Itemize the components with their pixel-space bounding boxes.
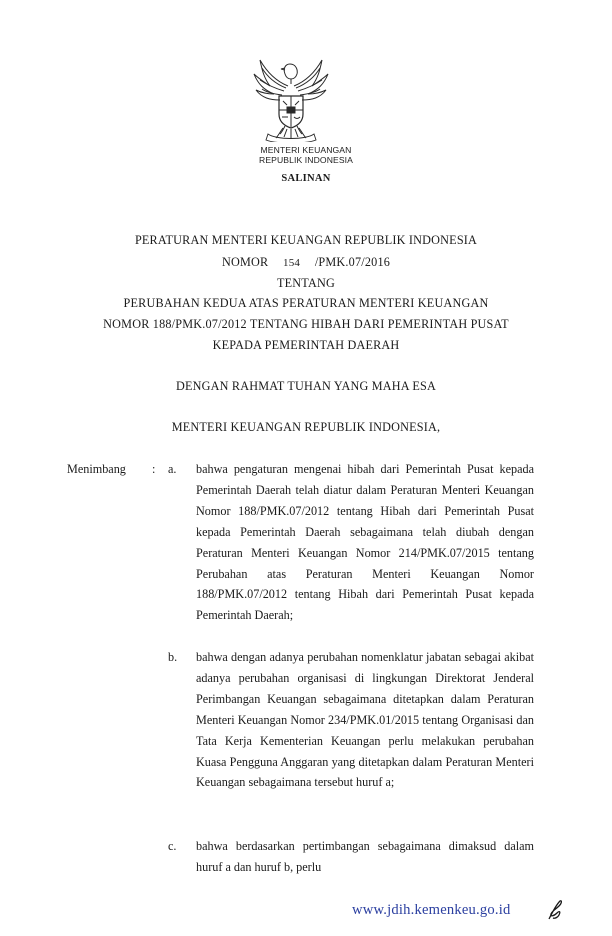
jdih-url-link[interactable]: www.jdih.kemenkeu.go.id	[352, 902, 511, 918]
consideration-item-a: bahwa pengaturan mengenai hibah dari Pemerintah Pusat kepada Pemerintah Daerah telah diatur dalam Peraturan Menteri Keuangan Nomor 188/PMK.07/2012 tentang Hibah dari Pemerintah Pusat kepada Pemerintah Daerah sebagaimana telah diubah dengan Peraturan Menteri Keuangan Nomor 214/PMK.07/2015 tentang Perubahan atas Peraturan Menteri Keuangan Nomor 188/PMK.07/2012 tentang Hibah dari Pemerintah Pusat kepada Pemerintah Daerah;	[196, 462, 534, 623]
paraf-scribble-icon	[546, 899, 564, 921]
tentang-heading: TENTANG	[277, 276, 335, 290]
nomor-suffix: /PMK.07/2016	[314, 255, 391, 269]
nomor-number: 154	[283, 257, 301, 269]
item-b-marker: b.	[168, 650, 178, 664]
item-a-marker: a.	[168, 462, 177, 476]
nomor-label: NOMOR	[221, 255, 269, 269]
menimbang-label: Menimbang	[67, 462, 126, 476]
subject-line-3: KEPADA PEMERINTAH DAERAH	[212, 338, 400, 352]
menimbang-colon: :	[152, 462, 156, 476]
garuda-emblem-icon	[250, 56, 332, 142]
item-c-marker: c.	[168, 839, 177, 853]
regulation-title: PERATURAN MENTERI KEUANGAN REPUBLIK INDONESIA	[134, 233, 478, 247]
consideration-item-c: bahwa berdasarkan pertimbangan sebagaimana dimaksud dalam huruf a dan huruf b, perlu	[196, 839, 534, 874]
issuer-line-2: REPUBLIK INDONESIA	[259, 155, 353, 165]
consideration-item-b: bahwa dengan adanya perubahan nomenklatur jabatan sebagai akibat adanya perubahan organisasi di lingkungan Direktorat Jenderal Perimbangan Keuangan sebagaimana ditetapkan dalam Peraturan Menteri Keuangan Nomor 234/PMK.01/2015 tentang Organisasi dan Tata Kerja Kementerian Keuangan perlu melakukan perubahan Kuasa Pengguna Anggaran yang ditetapkan dalam Peraturan Menteri Keuangan sebagaimana tersebut huruf a;	[196, 650, 534, 790]
regulation-number	[0, 255, 612, 270]
subject-line-1: PERUBAHAN KEDUA ATAS PERATURAN MENTERI KEUANGAN	[123, 296, 489, 310]
salinan-stamp: SALINAN	[281, 173, 331, 184]
issuer-line-1: MENTERI KEUANGAN	[260, 145, 352, 155]
authority-line: MENTERI KEUANGAN REPUBLIK INDONESIA,	[171, 420, 441, 434]
subject-line-2: NOMOR 188/PMK.07/2012 TENTANG HIBAH DARI PEMERINTAH PUSAT	[103, 317, 509, 331]
rahmat-line: DENGAN RAHMAT TUHAN YANG MAHA ESA	[176, 379, 436, 393]
